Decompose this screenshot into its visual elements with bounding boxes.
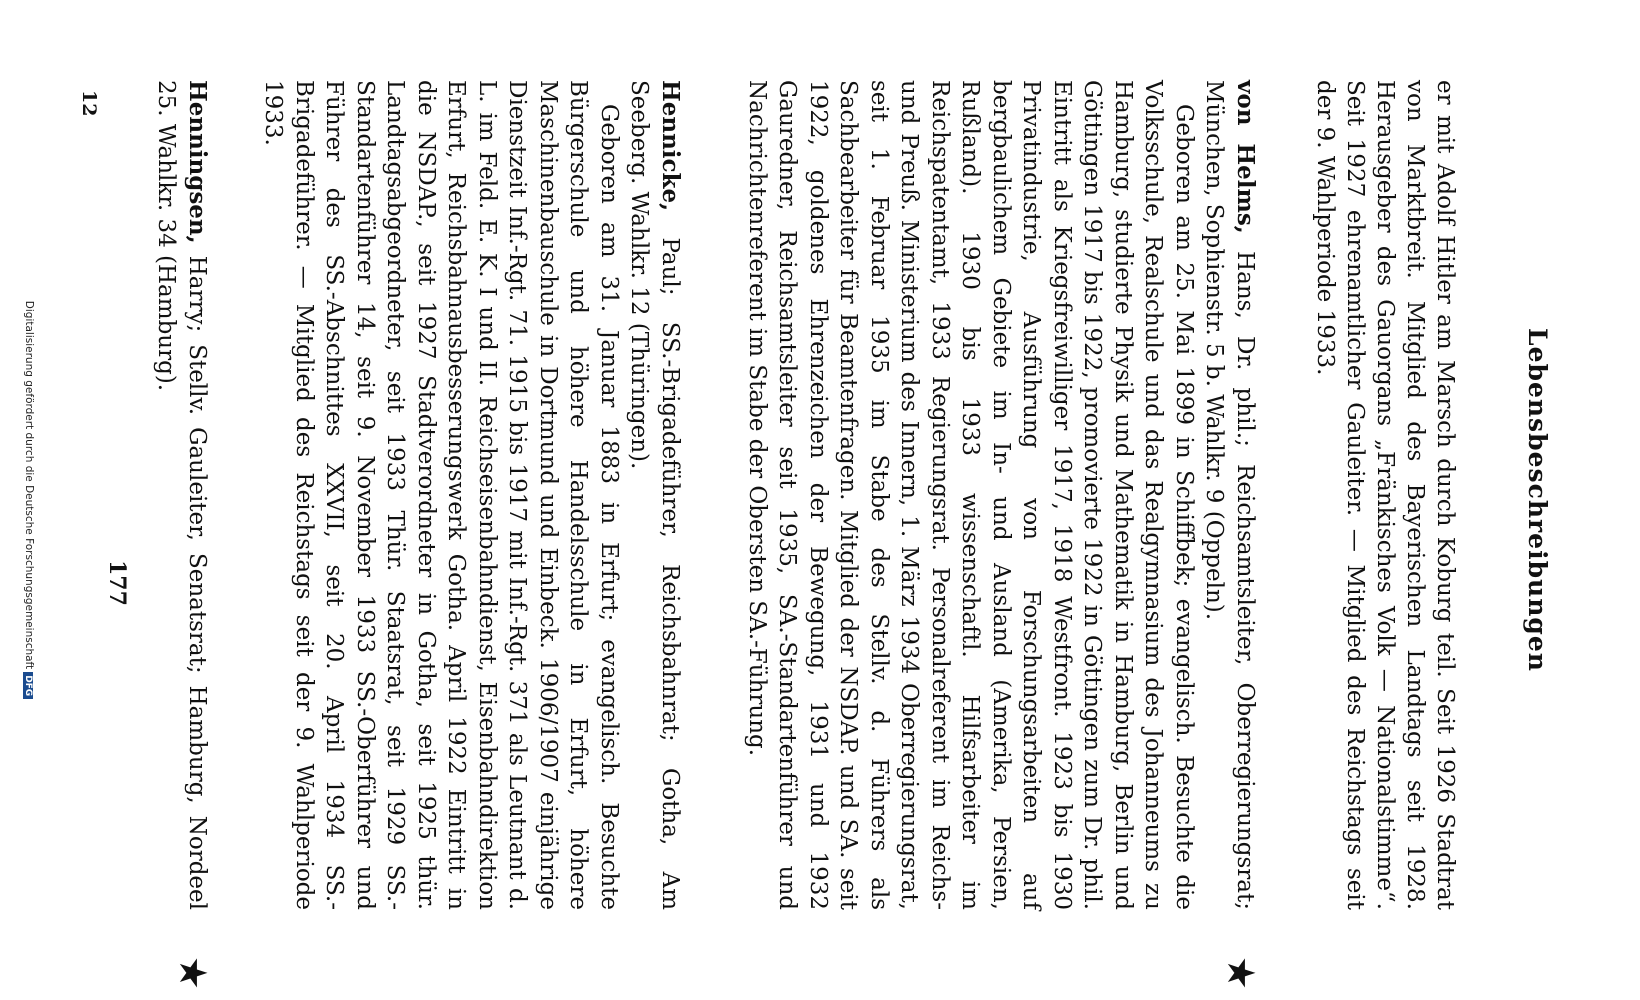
entry-body: Geboren am 25. Mai 1899 in Schiffbek; evangelisch. Besuchte die Volksschule, Realschule und das Realgymnasium des Johanneums zu Hamburg, studierte Physik und Mathematik in Hamburg, Berlin und Göttingen 1917 bis 1922, promovierte 1922 in Göttingen zum Dr. phil. Eintritt als Kriegsfreiwilliger 1917, 1918 Westfront. 1923 bis 1930 Privatindustrie, Ausführung von Forschungsarbeiten auf bergbaulichem Gebiete im In- und Ausland (Amerika, Persien, Rußland). 1930 bis 1933 wissenschaftl. Hilfsarbeiter im Reichspatentamt, 1933 Regierungsrat. Personalreferent im Reichs- und Preuß. Ministerium des Innern, 1. März 1934 Oberregierungsrat, seit 1. Februar 1935 im Stabe des Stellv. d. Führers als Sachbearbeiter für Beamtenfragen. Mitglied der NSDAP. und SA. seit 1922, goldenes Ehrenzeichen der Bewegung, 1931 und 1932 Gauredner, Reichsamtsleiter seit 1935, SA.-Standartenführer und Nachrichtenreferent im Stabe der Obersten SA.-Führung. bbox=[744, 80, 1197, 910]
entry-name: Hennicke, bbox=[657, 80, 684, 212]
continuation-paragraph: er mit Adolf Hitler am Marsch durch Koburg teil. Seit 1926 Stadtrat von Marktbreit. Mitglied des Bayerischen Landtags seit 1928. Herausgeber des Gauorgans „Fränkisches Volk — Nationalstimme“. Seit 1927 ehrenamtlicher Gauleiter. — Mitglied des Reichstags seit der 9. Wahlperiode 1933. bbox=[1312, 80, 1458, 910]
entry-heading bbox=[151, 80, 212, 910]
entry-heading-text: Paul; SS.-Brigadeführer, Reichsbahnrat; Gotha, Am Seeberg. Wahlkr. 12 (Thüringen). bbox=[626, 80, 683, 911]
entry-name: Henningsen, bbox=[184, 80, 211, 244]
star-icon: ★ bbox=[1219, 955, 1263, 990]
dfg-logo: DFG bbox=[23, 672, 33, 699]
credit-text: Digitalisierung gefördert durch die Deutsche Forschungsgemeinschaft bbox=[23, 300, 35, 670]
running-head: Lebensbeschreibungen bbox=[1523, 328, 1552, 672]
entry-name: von Helms, bbox=[1232, 80, 1259, 234]
biography-entry bbox=[258, 80, 685, 910]
entry-body: Geboren am 31. Januar 1883 in Erfurt; evangelisch. Besuchte Bürgerschule und höhere Handelsschule in Erfurt, höhere Maschinenbauschule in Dortmund und Einbeck. 1906/1907 einjährige Dienstzeit Inf.-Rgt. 71. 1915 bis 1917 mit Inf.-Rgt. 371 als Leutnant d. L. im Feld. E. K. I und II. Reichseisenbahndienst, Eisenbahndirektion Erfurt, Reichsbahnausbesserungswerk Gotha. April 1922 Eintritt in die NSDAP., seit 1927 Stadtverordneter in Gotha, seit 1925 thür. Landtagsabgeordneter, seit 1933 Thür. Staatsrat, seit 1929 SS.-Standartenführer 14, seit 9. November 1933 SS.-Oberführer und Führer des SS.-Abschnittes XXVII, seit 20. April 1934 SS.-Brigadeführer. — Mitglied des Reichstags seit der 9. Wahlperiode 1933. bbox=[260, 80, 622, 910]
entry-heading-text: Harry; Stellv. Gauleiter, Senatsrat; Hamburg, Nordeel 25. Wahlkr. 34 (Hamburg). bbox=[153, 80, 210, 910]
star-icon: ★ bbox=[171, 955, 215, 990]
page-number: 177 bbox=[104, 560, 130, 606]
page-header bbox=[1470, 60, 1590, 940]
entry-heading-text: Hans, Dr. phil.; Reichsamtsleiter, Oberregierungsrat; München, Sophienstr. 5 b. Wahlkr. 9 (Oppeln). bbox=[1201, 80, 1258, 911]
entry-heading bbox=[624, 80, 685, 910]
biography-entry bbox=[151, 80, 212, 910]
folio-signature: 12 bbox=[78, 90, 100, 117]
entry-heading bbox=[1199, 80, 1260, 910]
biography-entry bbox=[742, 80, 1261, 910]
digitization-credit bbox=[23, 0, 35, 1000]
